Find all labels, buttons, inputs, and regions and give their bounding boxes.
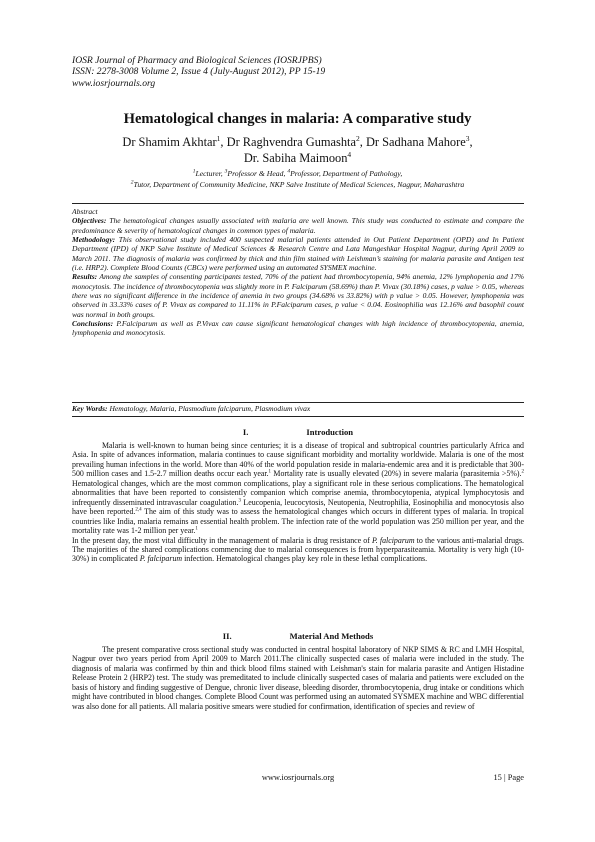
citation: 2,4 bbox=[135, 507, 142, 513]
affiliation-line: $^2$Tutor, Department of Community Medicine, NKP Salve Institute of Medical Sciences, Nagpur, Maharashtra bbox=[130, 179, 465, 189]
citation: 1 bbox=[268, 469, 272, 475]
paragraph: In the present day, the most vital difficulty in the management of malaria is drug resistance of P. falciparum to the various anti-malarial drugs. The majorities of the shared complications commencing due to malarial consequences is from hyperparasiteamia. Mortality is very high (10- 30%) in complicated P. falciparum infection. Hematological changes play key role in these lethal complications. bbox=[72, 535, 525, 564]
abstract bbox=[72, 207, 524, 338]
section-heading-methods: II. Material And Methods bbox=[222, 631, 374, 641]
journal-website[interactable]: www.iosrjournals.org bbox=[72, 77, 156, 89]
affiliations bbox=[60, 169, 535, 191]
abstract-heading: Abstract bbox=[72, 207, 98, 216]
issn-line: ISSN: 2278-3008 Volume 2, Issue 4 (July-August 2012), PP 15-19 bbox=[72, 66, 326, 78]
keywords-bottom-rule bbox=[72, 416, 524, 417]
keywords bbox=[72, 404, 524, 413]
methods-body bbox=[72, 645, 524, 711]
citation: 1 bbox=[195, 526, 198, 532]
keywords-text: Hematology, Malaria, Plasmodium falciparum, Plasmodium vivax bbox=[107, 404, 311, 413]
author-name: Dr Raghvendra Gumashta bbox=[226, 135, 357, 149]
author-name: Dr. Sabiha Maimoon bbox=[243, 151, 348, 165]
paragraph: The present comparative cross sectional study was conducted in central hospital laboratory of NKP SIMS & RC and LMH Hospital, Nagpur over two years period from April 2009 to March 2011.The clinically suspected cases of malaria were included in the study. The diagnosis of malaria was confirmed by thin and thick blood films stained with Leishman's stain for malaria parasite and Antigen Histadine Release Protein 2 (HRP2) test. The study was premeditated to include clinically suspected cases of malaria and patients were excluded on the basis of history and finding suggestive of Dengue, chronic liver disease, bleeding disorder, thrombocytopenia, drug intake or conditions which might have contributed in blood changes. Complete Blood Count was performed using an automated SYSMEX machine and WBC differential was also done for all patients. All malaria positive smears were studied for confirmation, identification of species and review of bbox=[72, 645, 524, 711]
author-name: Dr Shamim Akhtar bbox=[122, 135, 217, 149]
paper-title: Hematological changes in malaria: A comparative study bbox=[123, 111, 472, 127]
author-affil-mark: 2 bbox=[356, 133, 360, 143]
journal-name: IOSR Journal of Pharmacy and Biological Sciences (IOSRJPBS) bbox=[72, 55, 322, 66]
author-affil-mark: 3 bbox=[465, 133, 470, 143]
section-heading-introduction: I. Introduction bbox=[242, 427, 354, 437]
author-affil-mark: 4 bbox=[347, 149, 352, 159]
page-number: 15 | Page bbox=[493, 773, 524, 782]
abstract-methodology: Methodology: This observational study included 400 suspected malarial patients attended in Out Patient Department (OPD) and In Patient Department (IPD) of NKP Salve Institute of Medical Sciences & Research Centre and Lata Mangeshkar Hospital Nagpur, during April 2009 to March 2011. The diagnosis of malaria was confirmed by thick and thin film stained with Leishman’s staining for malaria parasite and Antigen test (i.e. HRP2). Complete Blood Counts (CBCs) were performed using an automated SYSMEX machine. bbox=[72, 235, 524, 273]
author-name: Dr Sadhana Mahore bbox=[365, 135, 466, 149]
footer-website[interactable]: www.iosrjournals.org bbox=[261, 773, 335, 782]
citation: 3 bbox=[238, 498, 241, 504]
paragraph: Malaria is well-known to human being since centuries; it is a disease of tropical and subtropical countries particularly Africa and Asia. In spite of advances information, malaria continues to cause significant morbidity and mortality worldwide. Malaria is one of the most prevailing human infections in the world. More than 40% of the world population reside in malaria-endemic area and it is predictable that 300-500 million cases and 1.5-2.7 million deaths occur each year.$^1$ Mortality rate is usually elevated (20%) in severe malaria (parasitemia >5%).$^2$ Hematological changes, which are the most common complications, play a significant role in these serious complications. The hematological abnormalities that have been reported to consistently companion which comprise anemia, thrombocytopenia, atypical lymphocytosis and infrequently disseminated intravascular coagulation.$^3$ Leucopenia, leucocytosis, Neutopenia, Neutrophilia, Eosinophilia and monocytosis also have been reported.$^{2,4}$ The aim of this study was to assess the hematological changes which occurs in different types of malaria. In tropical countries like India, malaria remains an essential health problem. The infection rate of the world population was 250 million per year, and the mortality rate was 1-2 million per year.$^1$ bbox=[72, 441, 524, 536]
abstract-results: Results: Among the samples of consenting participants tested, 70% of the patient had thrombocytopenia, 94% anemia, 12% lymphopenia and 17% monocytosis. The incidence of thrombocytopenia was slightly more in P. Falciparum (58.69%) than P. Vivax (30.18%) cases, p value > 0.05, whereas there was no significant difference in the incidence of anemia in two groups (34.68% vs 33.82%) with p value > 0.05. However, lymphopenia was observed in 33.33% cases of P. Vivax as compared to 11.11% in P.Falciparum cases, p value < 0.04. Eosinophilia was 12.16% and basophil count was normal in both groups. bbox=[72, 272, 524, 319]
author-list: Dr Shamim Akhtar$^1$, Dr Raghvendra Gumashta$^2$, Dr Sadhana Mahore$^3$, Dr. Sabiha Maimoon$^4$ bbox=[122, 133, 473, 165]
keywords-label: Key Words: bbox=[72, 404, 108, 413]
author-affil-mark: 1 bbox=[216, 133, 221, 143]
introduction-body bbox=[72, 441, 524, 564]
journal-header bbox=[72, 55, 532, 89]
affiliation-line: $^1$Lecturer, $^3$Professor & Head, $^4$Professor, Department of Pathology, bbox=[192, 168, 403, 178]
abstract-conclusions: Conclusions: P.Falciparum as well as P.Vivax can cause significant hematological changes with high incidence of thrombocytopenia, anemia, lymphopenia and monocytosis. bbox=[72, 319, 524, 338]
abstract-top-rule bbox=[72, 203, 524, 204]
citation: 2 bbox=[521, 469, 524, 475]
keywords-top-rule bbox=[72, 402, 524, 403]
abstract-objectives: Objectives: The hematological changes usually associated with malaria are well known. This study was conducted to estimate and compare the predominance & severity of hematological changes in common types of malaria. bbox=[72, 216, 524, 235]
